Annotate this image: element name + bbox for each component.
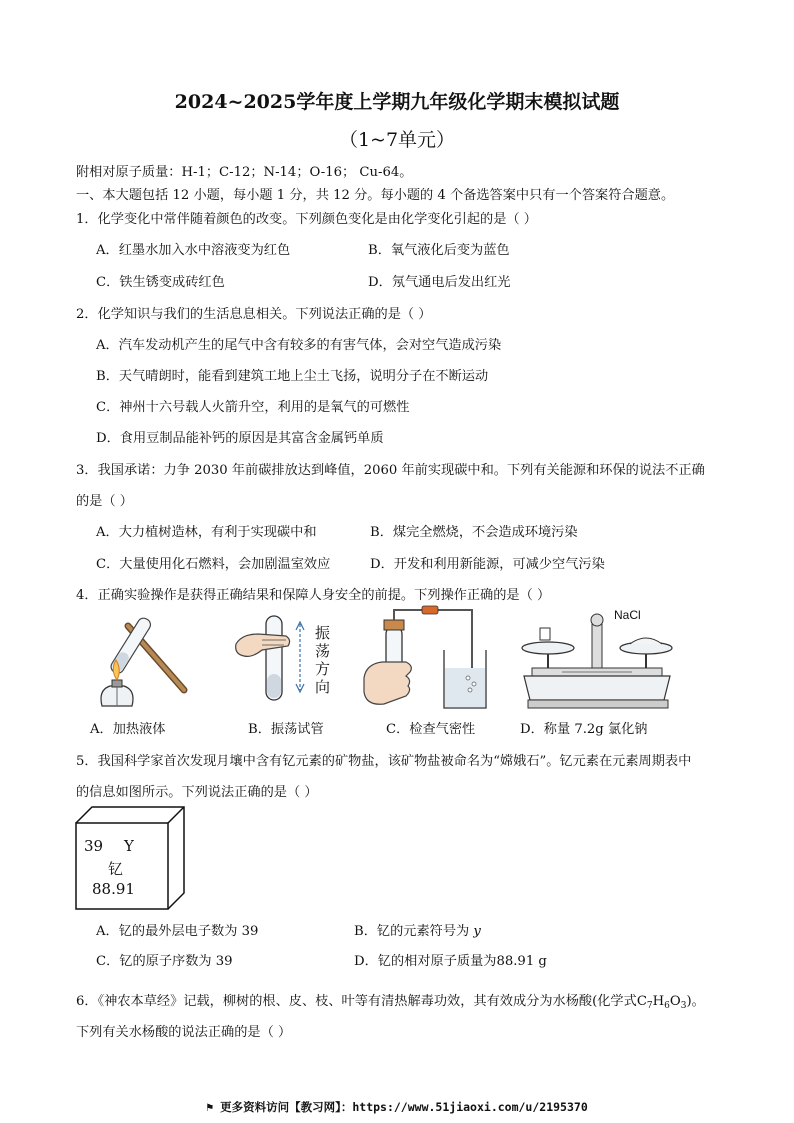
- q4-option-d: D．称量 7.2g 氯化钠: [520, 722, 648, 737]
- q5-option-d-value: 88.91 g: [496, 954, 547, 969]
- element-name: 钇: [108, 860, 124, 878]
- q1-option-b: B．氧气液化后变为蓝色: [368, 243, 510, 258]
- q2-option-c: C．神州十六号载人火箭升空，利用的是氧气的可燃性: [96, 400, 410, 415]
- formula-o: O: [669, 994, 681, 1009]
- q5-option-c: C．钇的原子序数为 39: [96, 954, 233, 969]
- q1-option-d: D．氖气通电后发出红光: [368, 275, 511, 290]
- q3-option-d: D．开发和利用新能源，可减少空气污染: [370, 557, 605, 572]
- q1-option-a: A．红墨水加入水中溶液变为红色: [96, 243, 291, 258]
- page-subtitle: （1~7单元）: [338, 129, 456, 151]
- figure-heating-liquid: [88, 606, 198, 714]
- q6-stem-line2: 下列有关水杨酸的说法正确的是（ ）: [76, 1025, 292, 1040]
- q4-stem: 4．正确实验操作是获得正确结果和保障人身安全的前提。下列操作正确的是（ ）: [76, 588, 551, 603]
- q5-option-d-text: D．钇的相对原子质量为: [354, 954, 497, 969]
- shake-char-3: 方: [315, 660, 331, 678]
- section-instruction: 一、本大题包括 12 小题，每小题 1 分，共 12 分。每小题的 4 个备选答案中只有一个答案符合题意。: [76, 188, 675, 203]
- figure-balance: [518, 606, 678, 712]
- formula-c-sub: 7: [646, 1001, 653, 1011]
- q6-stem-line1: [76, 990, 705, 1011]
- shake-direction-label: [315, 624, 333, 696]
- atomic-mass-note: 附相对原子质量：H-1；C-12；N-14；O-16； Cu-64。: [76, 165, 413, 180]
- q6-stem-text: 6．《神农本草经》记载，柳树的根、皮、枝、叶等有清热解毒功效，其有效成分为水杨酸(化学式: [76, 994, 637, 1009]
- q5-option-b-symbol: y: [473, 924, 481, 939]
- q5-stem-line1: 5．我国科学家首次发现月壤中含有钇元素的矿物盐，该矿物盐被命名为“嫦娥石”。钇元素在元素周期表中: [76, 754, 692, 769]
- formula-h: H: [652, 994, 665, 1009]
- q1-stem: 1．化学变化中常伴随着颜色的改变。下列颜色变化是由化学变化引起的是（ ）: [76, 212, 537, 227]
- q4-option-a: A．加热液体: [90, 722, 166, 737]
- formula-o-sub: 3: [680, 1001, 687, 1011]
- q2-option-b: B．天气晴朗时，能看到建筑工地上尘土飞扬，说明分子在不断运动: [96, 369, 489, 384]
- q2-option-d: D．食用豆制品能补钙的原因是其富含金属钙单质: [96, 431, 384, 446]
- nacl-label: NaCl: [614, 608, 641, 622]
- formula-c: C: [636, 994, 647, 1009]
- q5-option-d: [354, 950, 547, 969]
- q5-option-b: [354, 920, 481, 939]
- q3-option-b: B．煤完全燃烧，不会造成环境污染: [370, 525, 578, 540]
- q6-formula: [637, 994, 687, 1009]
- shake-char-4: 向: [315, 678, 331, 696]
- q4-option-b: B．振荡试管: [248, 722, 324, 737]
- formula-h-sub: 6: [664, 1001, 670, 1011]
- q3-option-c: C．大量使用化石燃料，会加剧温室效应: [96, 557, 331, 572]
- q5-option-a: A．钇的最外层电子数为 39: [96, 924, 259, 939]
- q2-stem: 2．化学知识与我们的生活息息相关。下列说法正确的是（ ）: [76, 307, 432, 322]
- shake-char-1: 振: [315, 624, 331, 642]
- q6-stem-end: )。: [686, 994, 705, 1009]
- q3-stem-line2: 的是（ ）: [76, 494, 133, 509]
- footer-link[interactable]: ⚑ 更多资料访问【教习网】：https://www.51jiaoxi.com/u/2195370: [206, 1100, 588, 1114]
- q3-stem-line1: 3．我国承诺：力争 2030 年前碳排放达到峰值，2060 年前实现碳中和。下列有关能源和环保的说法不正确: [76, 463, 705, 478]
- q5-option-b-text: B．钇的元素符号为: [354, 924, 474, 939]
- q2-option-a: A．汽车发动机产生的尾气中含有较多的有害气体，会对空气造成污染: [96, 338, 502, 353]
- element-symbol: Y: [124, 837, 134, 855]
- element-atomic-mass: 88.91: [92, 880, 135, 898]
- q3-option-a: A．大力植树造林，有利于实现碳中和: [96, 525, 317, 540]
- page-title: 2024~2025学年度上学期九年级化学期末模拟试题: [174, 91, 620, 113]
- figure-airtightness: [360, 604, 490, 714]
- q1-option-c: C．铁生锈变成砖红色: [96, 275, 225, 290]
- q4-option-c: C．检查气密性: [386, 722, 476, 737]
- element-atomic-number: 39: [84, 837, 104, 855]
- figure-shaking-tube: [232, 610, 312, 710]
- q5-stem-line2: 的信息如图所示。下列说法正确的是（ ）: [76, 785, 318, 800]
- shake-char-2: 荡: [315, 642, 331, 660]
